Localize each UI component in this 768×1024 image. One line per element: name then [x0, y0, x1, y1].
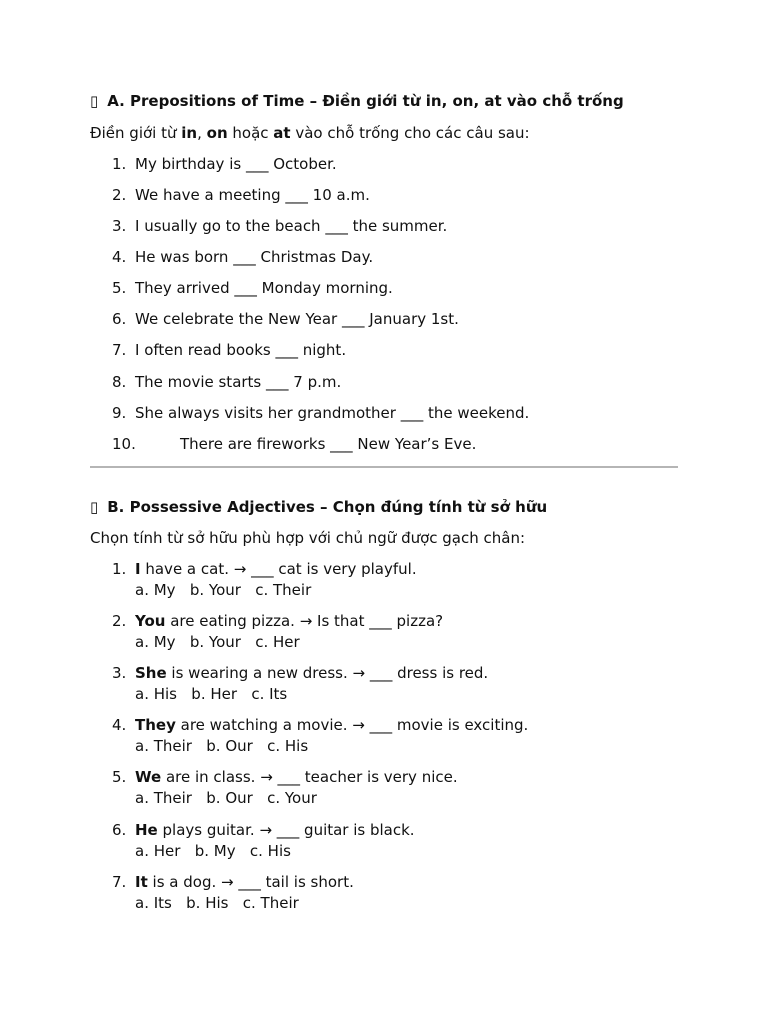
item-sentence: is a dog. → ___ tail is short.	[147, 873, 354, 891]
item-number: 10.	[112, 435, 136, 453]
section-a-checkbox-icon: ▯	[90, 92, 99, 110]
item-number: 2.	[112, 186, 127, 204]
item-number: 5.	[112, 279, 127, 297]
instruction-text: hoặc	[227, 124, 274, 142]
item-number: 2.	[112, 612, 127, 630]
item-text: I often read books ___ night.	[135, 341, 347, 359]
item-options: a. My b. Your c. Their	[135, 581, 312, 599]
instruction-text: ,	[197, 124, 207, 142]
item-text	[135, 612, 443, 630]
instruction-text: vào chỗ trống cho các câu sau:	[290, 124, 530, 142]
item-text: We celebrate the New Year ___ January 1st.	[135, 310, 459, 328]
item-text: There are fireworks ___ New Year’s Eve.	[180, 435, 477, 453]
item-subject: He	[135, 821, 158, 839]
item-text: She always visits her grandmother ___ the weekend.	[135, 404, 530, 422]
instruction-text: Điền giới từ	[90, 124, 182, 142]
item-options: a. My b. Your c. Her	[135, 633, 300, 651]
section-a-instruction	[90, 124, 530, 142]
item-subject: You	[135, 612, 166, 630]
item-subject: We	[135, 768, 162, 786]
item-text	[135, 768, 458, 786]
item-text: They arrived ___ Monday morning.	[135, 279, 393, 297]
item-text	[135, 560, 417, 578]
item-sentence: plays guitar. → ___ guitar is black.	[157, 821, 415, 839]
item-subject: She	[135, 664, 167, 682]
section-b-instruction: Chọn tính từ sở hữu phù hợp với chủ ngữ được gạch chân:	[90, 529, 526, 547]
item-number: 4.	[112, 716, 127, 734]
item-number: 4.	[112, 248, 127, 266]
item-text	[135, 821, 415, 839]
item-options: a. Its b. His c. Their	[135, 894, 299, 912]
item-number: 6.	[112, 310, 127, 328]
item-options: a. His b. Her c. Its	[135, 685, 288, 703]
item-text: We have a meeting ___ 10 a.m.	[135, 186, 370, 204]
item-number: 1.	[112, 155, 127, 173]
section-b-title-text: B. Possessive Adjectives – Chọn đúng tính từ sở hữu	[107, 498, 548, 516]
section-divider	[90, 466, 678, 468]
instruction-keyword-in: in	[181, 124, 198, 142]
section-b-title	[90, 498, 547, 516]
item-subject: They	[135, 716, 176, 734]
item-number: 8.	[112, 373, 127, 391]
item-text: I usually go to the beach ___ the summer.	[135, 217, 448, 235]
item-number: 5.	[112, 768, 127, 786]
item-subject: It	[135, 873, 148, 891]
item-subject: I	[135, 560, 141, 578]
item-number: 3.	[112, 664, 127, 682]
section-b-checkbox-icon: ▯	[90, 498, 99, 516]
item-sentence: are watching a movie. → ___ movie is exciting.	[175, 716, 529, 734]
section-a-title	[90, 92, 624, 110]
section-a-title-text: A. Prepositions of Time – Điền giới từ in, on, at vào chỗ trống	[107, 92, 624, 110]
item-options: a. Their b. Our c. Your	[135, 789, 317, 807]
item-text	[135, 716, 528, 734]
item-sentence: have a cat. → ___ cat is very playful.	[140, 560, 417, 578]
item-number: 6.	[112, 821, 127, 839]
item-number: 3.	[112, 217, 127, 235]
item-text	[135, 873, 354, 891]
item-number: 7.	[112, 873, 127, 891]
item-text: My birthday is ___ October.	[135, 155, 337, 173]
item-options: a. Their b. Our c. His	[135, 737, 309, 755]
instruction-keyword-on: on	[206, 124, 228, 142]
item-number: 1.	[112, 560, 127, 578]
item-options: a. Her b. My c. His	[135, 842, 291, 860]
item-text: The movie starts ___ 7 p.m.	[135, 373, 342, 391]
item-sentence: is wearing a new dress. → ___ dress is red.	[166, 664, 489, 682]
item-text	[135, 664, 488, 682]
item-number: 9.	[112, 404, 127, 422]
instruction-keyword-at: at	[273, 124, 291, 142]
item-sentence: are in class. → ___ teacher is very nice.	[161, 768, 458, 786]
item-sentence: are eating pizza. → Is that ___ pizza?	[165, 612, 444, 630]
item-text: He was born ___ Christmas Day.	[135, 248, 374, 266]
item-number: 7.	[112, 341, 127, 359]
